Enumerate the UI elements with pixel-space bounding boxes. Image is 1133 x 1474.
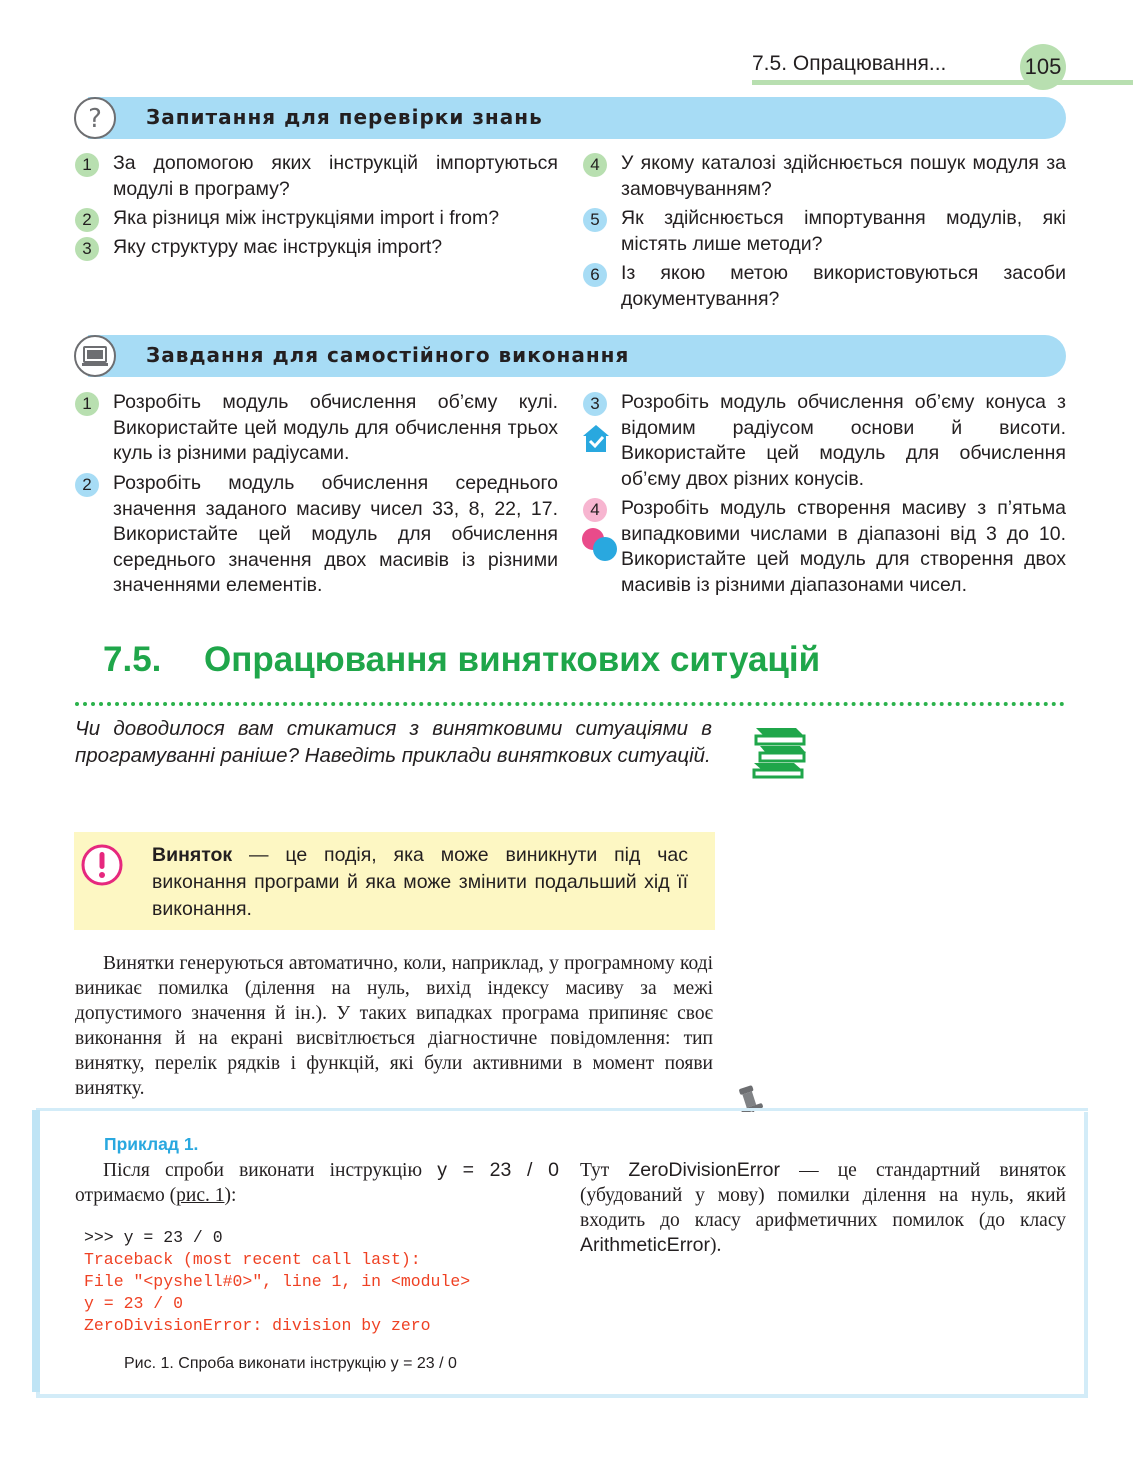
task-number: 4 — [583, 498, 607, 522]
explanation-text: — це стандартний виняток (убудований у мову) помилки ділення на нуль, який входить до класу арифметичних помилок (до класу — [580, 1160, 1066, 1231]
question-text: Яку структуру має інструкція import? — [113, 236, 443, 258]
tasks-title: Завдання для самостійного виконання — [146, 343, 630, 367]
example-explanation — [580, 1158, 1066, 1258]
code-prompt: >>> y = 23 / 0 — [84, 1228, 223, 1247]
body-paragraph: Винятки генеруються автоматично, коли, наприклад, у програмному коді виникає помилка (ділення на нуль, вихід індексу масиву за межі допустимого значення й ін.). У таких випадках програма припиняє своє виконання й на екрані висвітлюється діагностичне повідомлення: тип винятку, перелік рядків і функцій, які були активними в момент появи винятку. — [75, 953, 713, 1099]
code-error-line: File "<pyshell#0>", line 1, in <module> — [84, 1272, 471, 1291]
running-header: 7.5. Опрацювання... — [752, 52, 947, 75]
task-text: Розробіть модуль обчислення середнього значення заданого масиву чисел 33, 8, 22, 17. Використайте цей модуль для обчислення середнього значення двох масивів із різними значеннями елементів. — [113, 472, 558, 596]
example-text: Після спроби виконати інструкцію — [103, 1160, 438, 1181]
question-number: 2 — [75, 208, 99, 232]
task-text: Розробіть модуль обчислення об’єму кулі. Використайте цей модуль для обчислення трьох куль із різними радіусами. — [113, 391, 558, 464]
task-text: Розробіть модуль обчислення об’єму конуса з відомим радіусом основи й висоти. Використайте цей модуль для обчислення об’єму двох різних конусів. — [621, 391, 1066, 490]
exclamation-icon — [80, 843, 124, 892]
task-number: 2 — [75, 473, 99, 497]
section-number: 7.5. — [103, 640, 162, 679]
question-icon — [74, 97, 116, 139]
questions-title: Запитання для перевірки знань — [146, 105, 543, 129]
dotted-divider — [75, 702, 1065, 706]
example-frame-top — [36, 1108, 1088, 1111]
explanation-text: ). — [710, 1235, 722, 1256]
question-number: 1 — [75, 153, 99, 177]
explanation-text: Тут — [580, 1160, 629, 1181]
exception-class: ArithmeticError — [580, 1234, 711, 1256]
task-number: 1 — [75, 392, 99, 416]
header-rule — [752, 80, 1133, 85]
page-number: 105 — [1020, 44, 1066, 90]
definition-text — [152, 842, 688, 923]
task-number: 3 — [583, 392, 607, 416]
exception-name: ZeroDivisionError — [628, 1159, 781, 1181]
question-number: 5 — [583, 208, 607, 232]
home-check-icon — [581, 422, 611, 459]
example-text: ): — [224, 1185, 237, 1206]
computer-icon — [74, 335, 116, 377]
example-text: отримаємо ( — [75, 1185, 177, 1206]
intro-question: Чи доводилося вам стикатися з винятковими ситуаціями в програмуванні раніше? Наведіть приклади виняткових ситуацій. — [75, 717, 712, 767]
code-error-line: y = 23 / 0 — [84, 1294, 184, 1313]
svg-text:?: ? — [88, 104, 102, 134]
question-number: 4 — [583, 153, 607, 177]
example-frame-left — [32, 1110, 40, 1392]
question-text: Як здійснюється імпортування модулів, які містять лише методи? — [621, 207, 1066, 255]
code-error-line: Traceback (most recent call last): — [84, 1250, 421, 1269]
circles-icon — [580, 526, 618, 567]
question-text: Яка різниця між інструкціями import і from? — [113, 207, 500, 229]
question-number: 3 — [75, 237, 99, 261]
figure-caption: Рис. 1. Спроба виконати інструкцію y = 23 / 0 — [124, 1355, 457, 1372]
definition-body: — це подія, яка може виникнути під час виконання програми й яка може змінити подальший хід її виконання. — [152, 844, 688, 920]
question-number: 6 — [583, 263, 607, 287]
question-text: За допомогою яких інструкцій імпортуються модулі в програму? — [113, 152, 558, 200]
example-title: Приклад 1. — [104, 1134, 199, 1154]
figure-link[interactable]: рис. 1 — [176, 1185, 225, 1206]
books-icon — [752, 722, 808, 785]
code-error-line: ZeroDivisionError: division by zero — [84, 1316, 431, 1335]
example-paragraph — [75, 1158, 559, 1208]
task-text: Розробіть модуль створення масиву з п’ятьма випадковими числами в діапазоні від 3 до 10. Використайте цей модуль для створення двох масивів із різними діапазонами чисел. — [621, 497, 1066, 596]
inline-code: y = 23 / 0 — [437, 1159, 559, 1181]
question-text: Із якою метою використовуються засоби документування? — [621, 262, 1066, 310]
definition-term: Виняток — [152, 844, 233, 866]
section-title: Опрацювання виняткових ситуацій — [204, 640, 821, 679]
question-text: У якому каталозі здійснюється пошук модуля за замовчуванням? — [621, 152, 1066, 200]
